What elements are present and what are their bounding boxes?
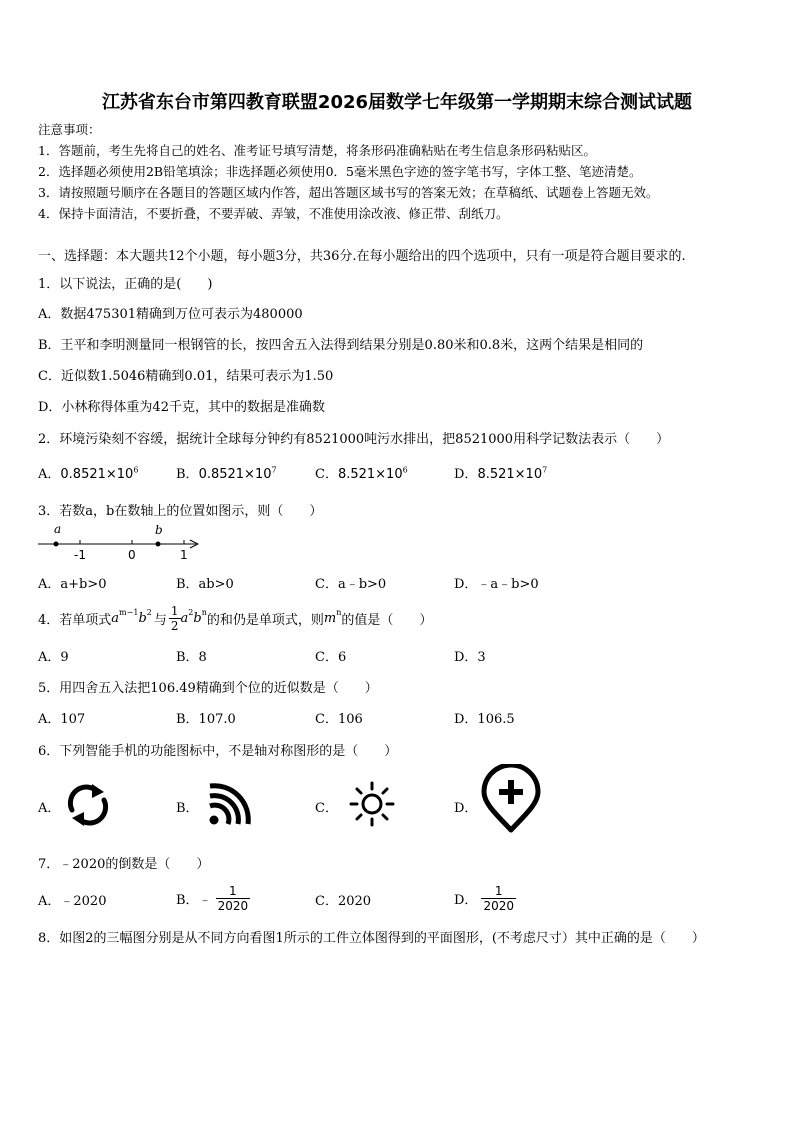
exponent: 6 [133, 465, 139, 475]
section-heading: 一、选择题：本大题共12个小题，每小题3分，共36分.在每小题给出的四个选项中，只有一项是符合题目要求的. [38, 249, 686, 264]
label-b: b [155, 523, 163, 537]
option-letter: B． [176, 467, 199, 482]
question-6-option-b: B． [176, 801, 199, 816]
mono2-a: a [180, 610, 189, 626]
page-title: 江苏省东台市第四教育联盟2026届数学七年级第一学期期末综合测试试题 [101, 92, 693, 113]
mono1-a-exp: m−1 [119, 607, 139, 617]
sci-value: 0.8521×10 [198, 467, 272, 482]
question-5-stem: 5．用四舍五入法把106.49精确到个位的近似数是（ ） [38, 681, 378, 696]
tick-label-minus-one: -1 [74, 548, 86, 562]
mono1-b: b [138, 610, 147, 626]
question-1-option-a: A．数据475301精确到万位可表示为480000 [38, 307, 303, 322]
question-2-option-c [315, 463, 408, 482]
question-2-option-a [38, 463, 138, 482]
question-5-option-d: D．106.5 [454, 712, 515, 727]
q4-fraction [169, 604, 181, 633]
notice-item-1: 1．答题前，考生先将自己的姓名、准考证号填写清楚，将条形码准确粘贴在考生信息条形码粘贴区。 [38, 143, 596, 158]
fraction [481, 884, 516, 913]
q4-prefix: 4．若单项式 [38, 612, 112, 628]
question-5-option-b: B．107.0 [176, 712, 236, 727]
question-1-option-c: C．近似数1.5046精确到0.01，结果可表示为1.50 [38, 369, 334, 384]
number-line-figure [36, 520, 206, 562]
question-2-stem: 2．环境污染刻不容缓，据统计全球每分钟约有8521000吨污水排出，把8521000用科学记数法表示（ ） [38, 432, 670, 447]
question-1-option-d: D．小林称得体重为42千克，其中的数据是准确数 [38, 400, 325, 415]
point-a [54, 542, 59, 547]
pow-exp: n [336, 607, 342, 617]
option-letter: D． [454, 892, 478, 908]
notice-item-4: 4．保持卡面清洁，不要折叠，不要弄破、弄皱，不准使用涂改液、修正带、刮纸刀。 [38, 206, 509, 221]
fraction-numerator: 1 [216, 884, 251, 899]
point-b [156, 542, 161, 547]
question-2-option-b [176, 463, 277, 482]
mono2-a-exp: 2 [188, 607, 194, 617]
fraction-denominator: 2020 [483, 898, 514, 913]
question-7-option-d [454, 876, 516, 920]
sync-icon [62, 780, 114, 830]
question-1-stem: 1．以下说法，正确的是( ) [38, 277, 213, 292]
question-4-option-b: B．8 [176, 650, 207, 665]
fraction-denominator: 2 [170, 618, 179, 633]
label-a: a [54, 522, 62, 536]
notice-item-3: 3．请按照题号顺序在各题目的答题区域内作答，超出答题区域书写的答案无效；在草稿纸、试题卷上答题无效。 [38, 185, 659, 200]
option-letter: A． [38, 467, 61, 482]
fraction-denominator: 2020 [217, 898, 249, 913]
tick-label-zero: 0 [128, 548, 136, 562]
notice-heading: 注意事项： [38, 122, 101, 137]
question-2-option-d [454, 463, 547, 482]
question-6-option-a: A． [38, 801, 61, 816]
mono2-b-exp: n [201, 607, 207, 617]
location-add-icon [478, 764, 544, 834]
pow-base: m [323, 610, 337, 626]
fraction-numerator: 1 [170, 603, 179, 618]
exponent: 7 [271, 465, 277, 475]
mono1-a: a [111, 610, 120, 626]
question-3-option-c: C．a﹣b>0 [315, 577, 387, 592]
q4-with: 与 [153, 612, 167, 628]
question-6-option-d: D． [454, 801, 478, 816]
question-4-stem [38, 598, 432, 638]
question-7-option-a: A．﹣2020 [38, 894, 107, 909]
sci-value: 8.521×10 [337, 467, 403, 482]
option-letter: B．﹣ [176, 892, 212, 908]
wifi-icon [204, 780, 254, 830]
question-4-option-d: D．3 [454, 650, 486, 665]
mono2-b: b [193, 610, 202, 626]
exponent: 7 [542, 465, 548, 475]
sci-value: 0.8521×10 [60, 467, 134, 482]
question-3-stem: 3．若数a，b在数轴上的位置如图示，则（ ） [38, 504, 323, 519]
question-6-option-c: C． [315, 801, 338, 816]
tick-label-one: 1 [180, 548, 188, 562]
fraction-numerator: 1 [481, 884, 516, 899]
question-4-option-a: A．9 [38, 650, 69, 665]
sci-value: 8.521×10 [477, 467, 543, 482]
question-3-option-d: D．﹣a﹣b>0 [454, 577, 539, 592]
option-letter: C． [315, 467, 338, 482]
question-8-stem: 8．如图2的三幅图分别是从不同方向看图1所示的工件立体图得到的平面图形，(不考虑尺寸）其中正确的是（ ） [38, 931, 705, 946]
question-3-option-a: A．a+b>0 [38, 577, 107, 592]
q4-suffix: 的值是（ ） [341, 612, 433, 628]
question-7-option-b [176, 876, 250, 920]
question-4-option-c: C．6 [315, 650, 347, 665]
q4-mid: 的和仍是单项式，则 [206, 612, 324, 628]
exponent: 6 [402, 465, 408, 475]
question-5-option-a: A．107 [38, 712, 86, 727]
brightness-icon [344, 778, 400, 830]
option-letter: D． [454, 467, 478, 482]
question-1-option-b: B．王平和李明测量同一根钢管的长，按四舍五入法得到结果分别是0.80米和0.8米，这两个结果是相同的 [38, 338, 644, 353]
question-7-stem: 7．﹣2020的倒数是（ ） [38, 857, 210, 872]
notice-item-2: 2．选择题必须使用2B铅笔填涂；非选择题必须使用0．5毫米黑色字迹的签字笔书写，字体工整、笔迹清楚。 [38, 164, 642, 179]
fraction [216, 884, 251, 913]
mono1-b-exp: 2 [146, 607, 152, 617]
question-3-option-b: B．ab>0 [176, 577, 234, 592]
question-6-stem: 6．下列智能手机的功能图标中，不是轴对称图形的是（ ） [38, 744, 398, 759]
question-7-option-c: C．2020 [315, 894, 372, 909]
question-5-option-c: C．106 [315, 712, 363, 727]
